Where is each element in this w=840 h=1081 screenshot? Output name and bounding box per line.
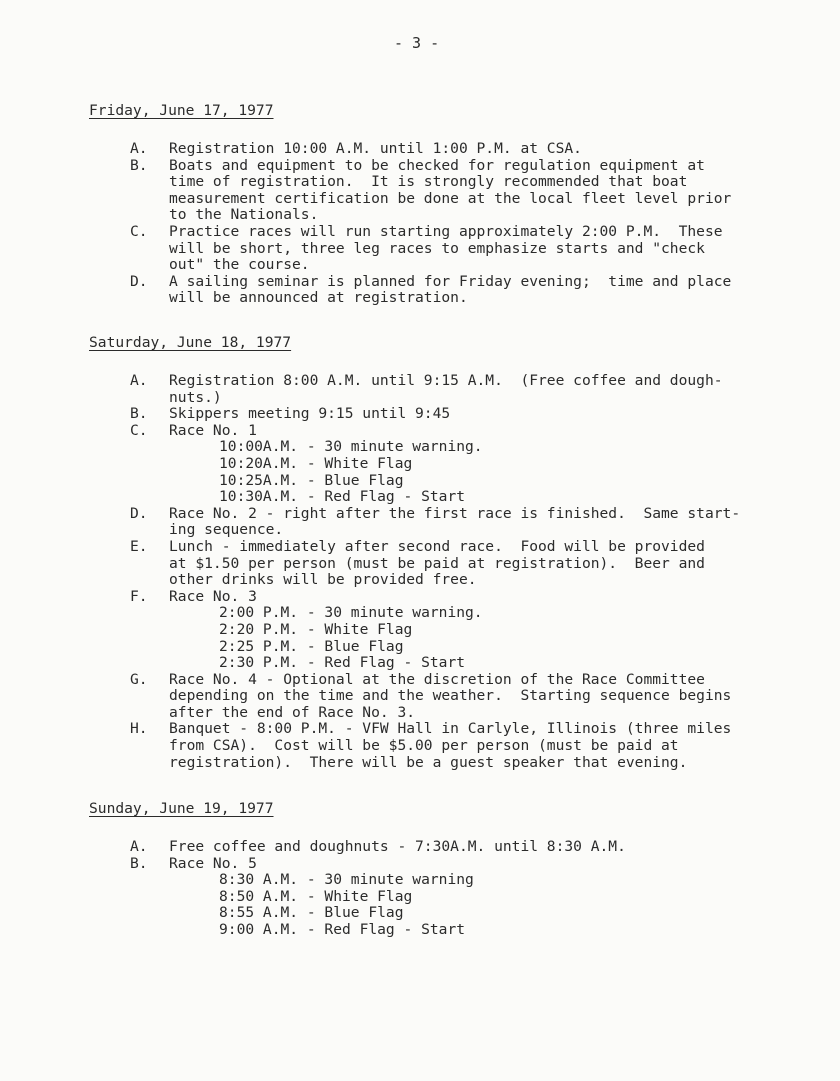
item-letter: B. [130, 156, 148, 174]
list-item [89, 856, 834, 939]
item-text [169, 539, 834, 589]
item-letter: C. [130, 421, 148, 439]
schedule-line: 2:25 P.M. - Blue Flag [219, 637, 404, 655]
item-list [89, 141, 834, 307]
text-line: will be announced at registration. [169, 289, 468, 307]
item-text [169, 589, 834, 672]
item-text [169, 224, 834, 274]
text-line: to the Nationals. [169, 206, 319, 224]
text-line: at $1.50 per person (must be paid at registration). Beer and [169, 554, 705, 572]
text-line: after the end of Race No. 3. [169, 703, 416, 721]
schedule-line: 2:30 P.M. - Red Flag - Start [219, 654, 466, 672]
list-item [89, 721, 834, 771]
list-item [89, 539, 834, 589]
item-letter: A. [130, 838, 148, 855]
list-item [89, 406, 834, 423]
section-saturday [89, 334, 834, 771]
text-line: Boats and equipment to be checked for regulation equipment at [169, 156, 705, 174]
list-item [89, 274, 834, 307]
text-line: Race No. 1 [169, 421, 257, 439]
list-item [89, 506, 834, 539]
list-item [89, 423, 834, 506]
item-list [89, 373, 834, 771]
text-line: registration). There will be a guest speaker that evening. [169, 753, 688, 771]
race-schedule [169, 872, 834, 938]
schedule-line: 10:30A.M. - Red Flag - Start [219, 488, 466, 506]
text-line: Practice races will run starting approximately 2:00 P.M. These [169, 222, 723, 240]
text-line: Race No. 4 - Optional at the discretion of the Race Committee [169, 670, 705, 688]
text-line: nuts.) [169, 388, 222, 406]
item-letter: F. [130, 587, 148, 605]
text-line: Race No. 2 - right after the first race is finished. Same start- [169, 504, 741, 522]
item-list [89, 839, 834, 939]
list-item [89, 141, 834, 158]
text-line: measurement certification be done at the local fleet level prior [169, 189, 732, 207]
schedule-line: 10:25A.M. - Blue Flag [219, 471, 404, 489]
section-friday [89, 102, 834, 307]
list-item [89, 373, 834, 406]
item-letter: A. [130, 372, 148, 389]
text-line: Registration 10:00 A.M. until 1:00 P.M. at CSA. [169, 140, 582, 157]
list-item [89, 158, 834, 224]
item-letter: B. [130, 854, 148, 872]
item-letter: A. [130, 140, 148, 157]
item-letter: E. [130, 537, 148, 555]
schedule-line: 10:20A.M. - White Flag [219, 454, 413, 472]
item-text [169, 672, 834, 722]
item-text [169, 721, 834, 771]
race-schedule [169, 439, 834, 505]
text-line: Registration 8:00 A.M. until 9:15 A.M. (Free coffee and dough- [169, 372, 723, 389]
text-line: Free coffee and doughnuts - 7:30A.M. until 8:30 A.M. [169, 838, 626, 855]
item-text [169, 506, 834, 539]
text-line: Lunch - immediately after second race. Food will be provided [169, 537, 705, 555]
schedule-line: 9:00 A.M. - Red Flag - Start [219, 920, 466, 938]
text-line: Skippers meeting 9:15 until 9:45 [169, 405, 451, 423]
page-number: - 3 - [394, 34, 440, 52]
schedule-line: 2:20 P.M. - White Flag [219, 620, 413, 638]
item-text [169, 141, 834, 158]
text-line: A sailing seminar is planned for Friday evening; time and place [169, 272, 732, 290]
item-text [169, 406, 834, 423]
list-item [89, 589, 834, 672]
schedule-line: 2:00 P.M. - 30 minute warning. [219, 604, 483, 622]
item-letter: D. [130, 272, 148, 290]
text-line: Race No. 5 [169, 854, 257, 872]
section-heading: Saturday, June 18, 1977 [89, 334, 292, 351]
item-text [169, 373, 834, 406]
text-line: will be short, three leg races to emphasize starts and "check [169, 239, 705, 257]
text-line: Banquet - 8:00 P.M. - VFW Hall in Carlyle, Illinois (three miles [169, 720, 732, 738]
item-letter: G. [130, 670, 148, 688]
item-text [169, 856, 834, 939]
schedule-line: 10:00A.M. - 30 minute warning. [219, 438, 483, 456]
section-heading: Sunday, June 19, 1977 [89, 800, 274, 817]
text-line: from CSA). Cost will be $5.00 per person (must be paid at [169, 737, 679, 755]
item-letter: B. [130, 405, 148, 423]
text-line: depending on the time and the weather. Starting sequence begins [169, 687, 732, 705]
item-letter: D. [130, 504, 148, 522]
item-text [169, 839, 834, 856]
item-text [169, 274, 834, 307]
item-text [169, 158, 834, 224]
text-line: ing sequence. [169, 521, 284, 539]
text-line: other drinks will be provided free. [169, 571, 477, 589]
schedule-line: 8:50 A.M. - White Flag [219, 887, 413, 905]
item-text [169, 423, 834, 506]
race-schedule [169, 605, 834, 671]
section-sunday [89, 800, 834, 939]
text-line: out" the course. [169, 256, 310, 274]
list-item [89, 672, 834, 722]
list-item [89, 224, 834, 274]
section-heading: Friday, June 17, 1977 [89, 102, 274, 119]
schedule-line: 8:55 A.M. - Blue Flag [219, 904, 404, 922]
text-line: time of registration. It is strongly recommended that boat [169, 173, 688, 191]
list-item [89, 839, 834, 856]
schedule-line: 8:30 A.M. - 30 minute warning [219, 871, 474, 889]
item-letter: H. [130, 720, 148, 738]
item-letter: C. [130, 222, 148, 240]
text-line: Race No. 3 [169, 587, 257, 605]
